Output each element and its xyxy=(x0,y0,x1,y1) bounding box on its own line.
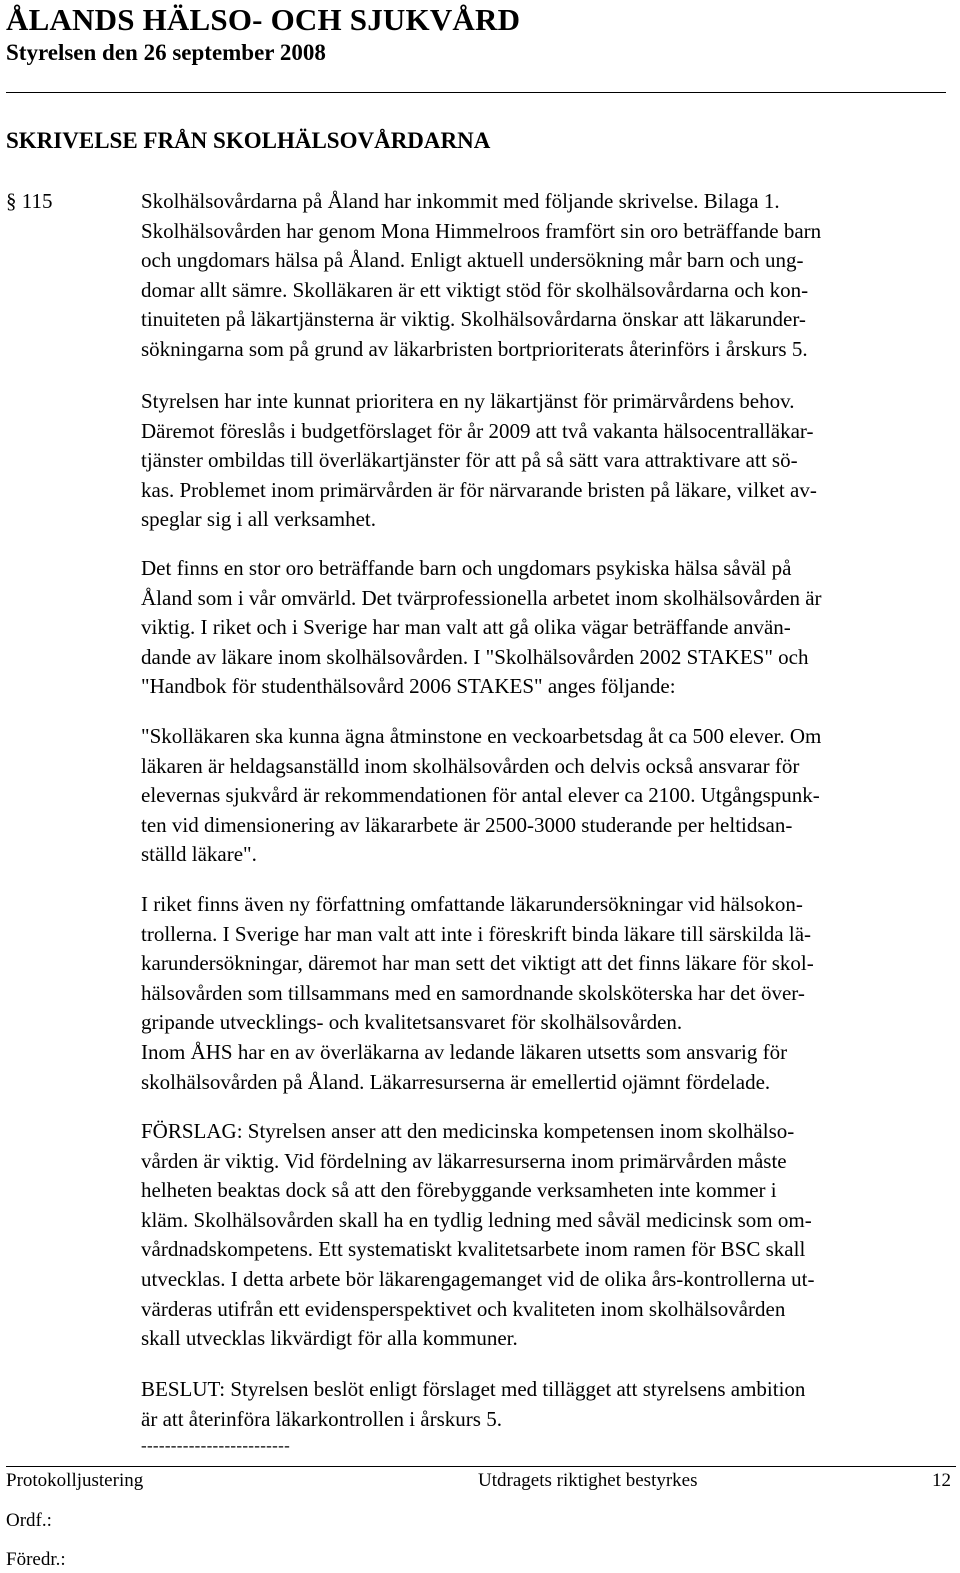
chair-signature-label: Ordf.: xyxy=(6,1510,52,1531)
paragraph-regulation: I riket finns även ny författning omfattande läkarundersökningar vid hälsokon- trollerna. I Sverige har man valt att inte i föreskrift binda läkare till särskilda lä- karundersökningar, däremot har man sett det viktigt att det finns läkare för skol- hälsovården som tillsammans med en samordnande skolsköterska har det över- gripande utvecklings- och kvalitetsansvaret för skolhälsovården. Inom ÅHS har en av överläkarna av ledande läkaren utsetts som ansvarig för skolhälsovården på Åland. Läkarresurserna är emellertid ojämnt fördelade. xyxy=(141,892,814,1094)
presenter-signature-label: Föredr.: xyxy=(6,1549,66,1570)
paragraph-board: Styrelsen har inte kunnat prioritera en ny läkartjänst för primärvårdens behov. Däremot föreslås i budgetförslaget för år 2009 att två vakanta hälsocentralläkar- tjänster ombildas till överläkartjänster för att på så sätt vara attraktivare att sö- kas. Problemet inom primärvården är för närvarande bristen på läkare, vilket av- speglar sig i all verksamhet. xyxy=(141,389,817,532)
paragraph-quote: "Skolläkaren ska kunna ägna åtminstone en veckoarbetsdag åt ca 500 elever. Om läkaren är heldagsanställd inom skolhälsovården och delvis också ansvarar för elevernas sjukvård är rekommendationen för antal elever ca 2100. Utgångspunk- ten vid dimensionering av läkararbete är 2500-3000 studerande per heltidsan- ställd läkare". xyxy=(141,724,822,867)
section-number: § 115 xyxy=(6,189,53,213)
paragraph-intro: Skolhälsovårdarna på Åland har inkommit med följande skrivelse. Bilaga 1. Skolhälsovården har genom Mona Himmelroos framfört sin oro beträffande barn och ungdomars hälsa på Åland. Enligt aktuell undersökning mår barn och ung- domar allt sämre. Skolläkaren är ett viktigt stöd för skolhälsovårdarna och kon- tinuiteten på läkartjänsterna är viktig. Skolhälsovårdarna önskar att läkarunder- sökningarna som på grund av läkarbristen bortprioriterats återinförs i årskurs 5. xyxy=(141,189,822,361)
header-rule xyxy=(6,92,946,93)
section-title: SKRIVELSE FRÅN SKOLHÄLSOVÅRDARNA xyxy=(6,128,491,153)
footer-rule xyxy=(6,1466,956,1467)
paragraph-proposal: FÖRSLAG: Styrelsen anser att den medicinska kompetensen inom skolhälso- vården är viktig. Vid fördelning av läkarresurserna inom primärvården måste helheten beaktas dock så att den förebyggande verksamheten inte kommer i kläm. Skolhälsovården skall ha en tydlig ledning med såväl medicinsk som om- vårdnadskompetens. Ett systematiskt kvalitetsarbete inom ramen för BSC skall utvecklas. I detta arbete bör läkarengagemanget vid de olika års-kontrollerna ut- värderas utifrån ett evidensperspektivet och kvaliteten inom skolhälsovården skall utvecklas likvärdigt för alla kommuner. xyxy=(141,1119,815,1351)
dash-divider: ------------------------- xyxy=(141,1436,291,1455)
meeting-date: Styrelsen den 26 september 2008 xyxy=(6,40,326,65)
page-number: 12 xyxy=(932,1470,951,1491)
footer-protocol-check: Protokolljustering xyxy=(6,1470,144,1491)
footer-certification: Utdragets riktighet bestyrkes xyxy=(478,1470,698,1491)
paragraph-decision: BESLUT: Styrelsen beslöt enligt förslaget med tillägget att styrelsens ambition är att återinföra läkarkontrollen i årskurs 5. xyxy=(141,1377,806,1431)
document-title: ÅLANDS HÄLSO- OCH SJUKVÅRD xyxy=(6,2,521,37)
paragraph-concern: Det finns en stor oro beträffande barn och ungdomars psykiska hälsa såväl på Åland som i vår omvärld. Det tvärprofessionella arbetet inom skolhälsovården är viktig. I riket och i Sverige har man valt att gå olika vägar beträffande använ- dande av läkare inom skolhälsovården. I "Skolhälsovården 2002 STAKES" och "Handbok för studenthälsovård 2006 STAKES" anges följande: xyxy=(141,556,822,699)
